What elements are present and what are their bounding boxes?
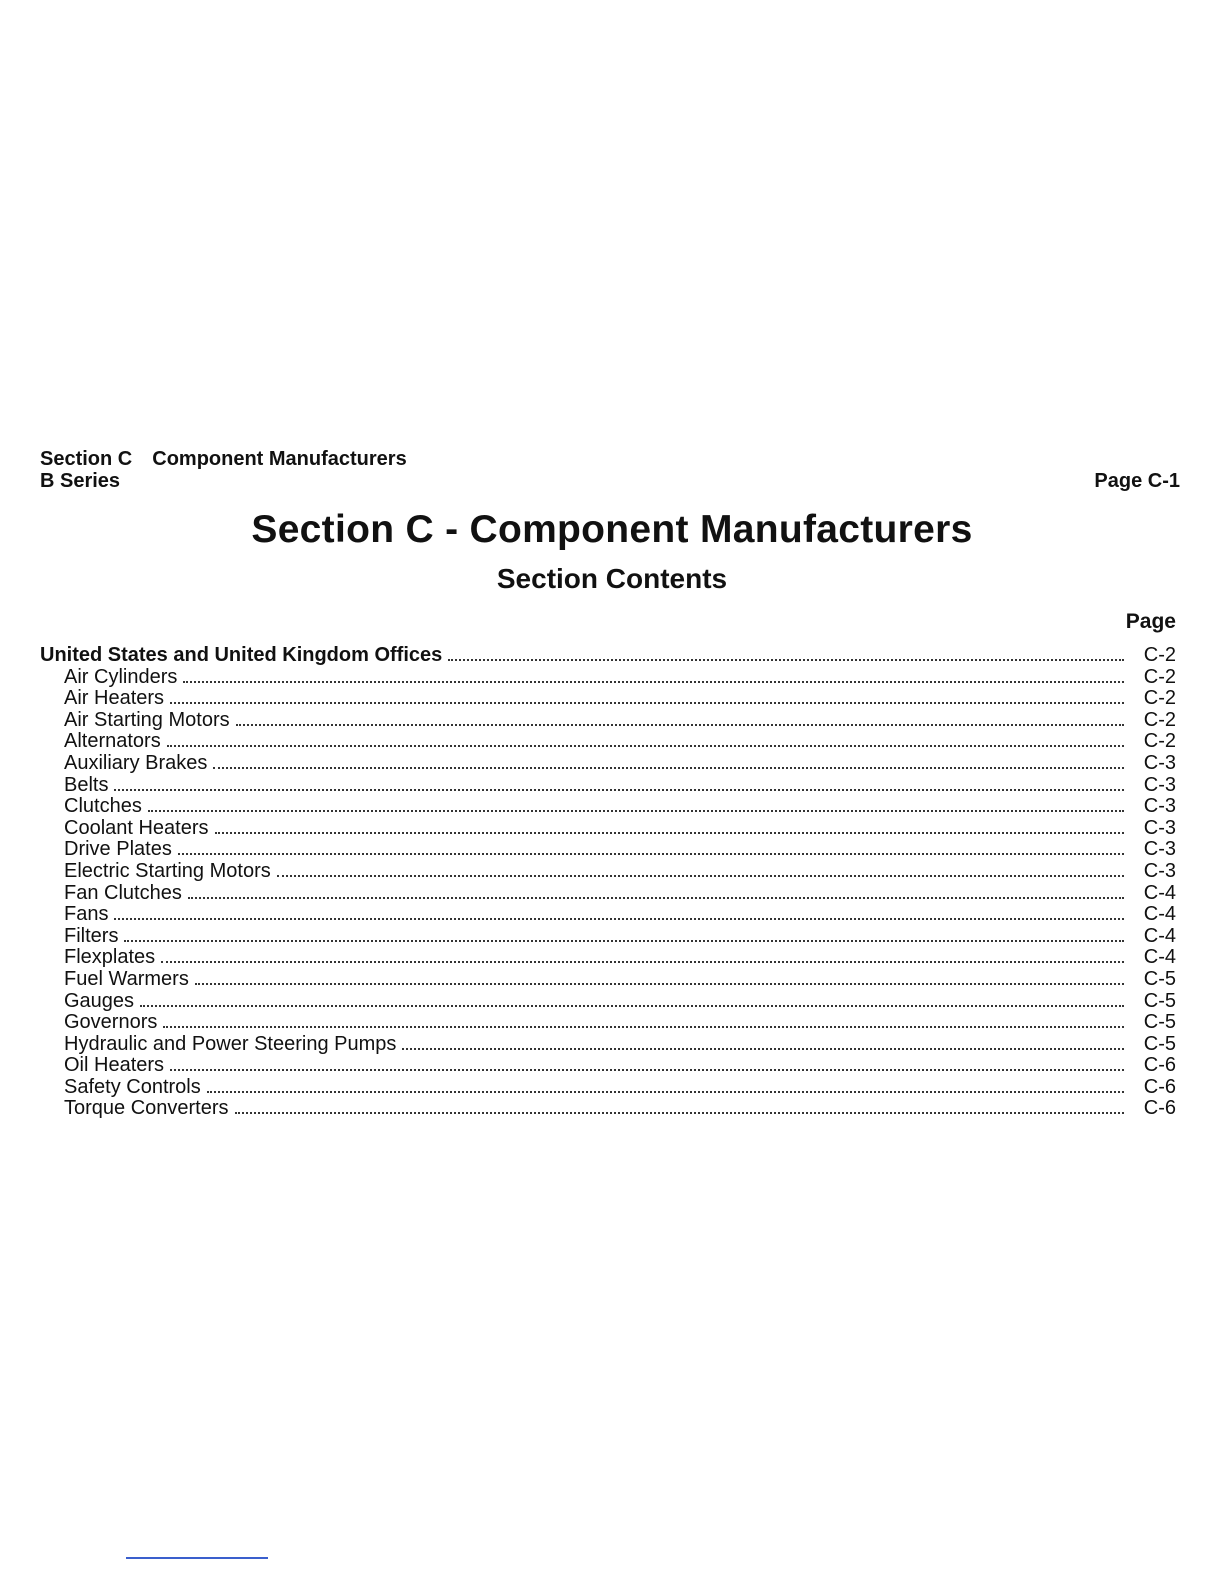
dot-leader — [148, 810, 1124, 812]
toc-entry-label: Air Cylinders — [64, 665, 178, 688]
toc-entry-page: C-3 — [1143, 816, 1176, 839]
dot-leader — [167, 745, 1124, 747]
toc-entry-label: Auxiliary Brakes — [64, 751, 208, 774]
toc-entry[interactable] — [40, 818, 1176, 840]
toc-entry-page: C-2 — [1143, 644, 1176, 666]
toc-entry[interactable] — [40, 667, 1176, 689]
toc-entry-page: C-4 — [1143, 946, 1176, 969]
header-page-number: Page C-1 — [1094, 470, 1180, 492]
toc-entry-label: Alternators — [64, 730, 161, 753]
toc-entry-label: Filters — [64, 924, 119, 947]
dot-leader — [161, 961, 1124, 963]
dot-leader — [236, 724, 1124, 726]
toc-entry-label: Flexplates — [64, 946, 156, 969]
page-subtitle: Section Contents — [496, 563, 728, 594]
toc-entry-label: United States and United Kingdom Offices — [40, 644, 443, 666]
dot-leader — [207, 1091, 1124, 1093]
toc-entry-label: Electric Starting Motors — [64, 859, 271, 882]
dot-leader — [195, 983, 1124, 985]
toc-entry-page: C-3 — [1143, 795, 1176, 818]
toc-entry-page: C-4 — [1143, 924, 1176, 947]
toc-entry[interactable] — [40, 947, 1176, 969]
toc-entry[interactable] — [40, 1012, 1176, 1034]
toc-entry[interactable] — [40, 775, 1176, 797]
toc-entry-label: Fans — [64, 903, 109, 926]
toc-entry-page: C-3 — [1143, 751, 1176, 774]
toc-entry-page: C-4 — [1143, 881, 1176, 904]
toc-entry-page: C-5 — [1143, 1011, 1176, 1034]
toc-entry-label: Oil Heaters — [64, 1054, 165, 1077]
dot-leader — [170, 702, 1124, 704]
toc-entry-page: C-5 — [1143, 967, 1176, 990]
dot-leader — [124, 940, 1124, 942]
dot-leader — [114, 918, 1124, 920]
dot-leader — [235, 1112, 1124, 1114]
toc-entry[interactable] — [40, 710, 1176, 732]
toc-entry-page: C-3 — [1143, 838, 1176, 861]
toc-entry-page: C-6 — [1143, 1097, 1176, 1120]
toc-entry-page: C-2 — [1143, 708, 1176, 731]
dot-leader — [213, 767, 1124, 769]
toc-entry[interactable] — [40, 883, 1176, 905]
toc-entry-page: C-5 — [1143, 1032, 1176, 1055]
toc-entry-page: C-3 — [1143, 859, 1176, 882]
footer-rule — [126, 1557, 268, 1559]
dot-leader — [188, 897, 1124, 899]
dot-leader — [448, 659, 1124, 661]
toc-entry[interactable] — [40, 991, 1176, 1013]
toc-entry-page: C-6 — [1143, 1054, 1176, 1077]
toc-entry-page: C-2 — [1143, 687, 1176, 710]
toc-entry[interactable] — [40, 645, 1176, 667]
toc-entry-page: C-3 — [1143, 773, 1176, 796]
toc-entry[interactable] — [40, 904, 1176, 926]
dot-leader — [402, 1048, 1124, 1050]
toc-entry-label: Fuel Warmers — [64, 967, 189, 990]
header-section-title: Component Manufacturers — [152, 448, 407, 470]
dot-leader — [170, 1069, 1124, 1071]
dot-leader — [183, 681, 1124, 683]
header-section-label: Section C — [40, 448, 133, 470]
toc-entry-label: Safety Controls — [64, 1075, 201, 1098]
toc-entry[interactable] — [40, 1055, 1176, 1077]
toc-entry-label: Hydraulic and Power Steering Pumps — [64, 1032, 397, 1055]
toc-entry[interactable] — [40, 969, 1176, 991]
toc-entry-label: Clutches — [64, 795, 142, 818]
toc-entry[interactable] — [40, 753, 1176, 775]
toc-entry[interactable] — [40, 926, 1176, 948]
toc-entry[interactable] — [40, 731, 1176, 753]
toc-entry-label: Fan Clutches — [64, 881, 182, 904]
toc-entry-label: Gauges — [64, 989, 135, 1012]
toc-entry-label: Governors — [64, 1011, 158, 1034]
toc-entry-page: C-6 — [1143, 1075, 1176, 1098]
dot-leader — [215, 832, 1124, 834]
toc-entry-label: Air Starting Motors — [64, 708, 230, 731]
header-series: B Series — [40, 470, 121, 492]
page-title: Section C - Component Manufacturers — [251, 508, 973, 551]
toc-entry-label: Belts — [64, 773, 109, 796]
dot-leader — [114, 789, 1124, 791]
toc-entry-label: Air Heaters — [64, 687, 165, 710]
dot-leader — [140, 1005, 1124, 1007]
toc-entry-page: C-4 — [1143, 903, 1176, 926]
toc-entry-page: C-5 — [1143, 989, 1176, 1012]
toc-entry[interactable] — [40, 796, 1176, 818]
toc-entry[interactable] — [40, 1034, 1176, 1056]
dot-leader — [178, 853, 1124, 855]
table-of-contents — [40, 645, 1176, 1120]
toc-entry-label: Drive Plates — [64, 838, 172, 861]
dot-leader — [163, 1026, 1124, 1028]
toc-page-column-header: Page — [1125, 610, 1176, 633]
toc-entry[interactable] — [40, 839, 1176, 861]
toc-entry-label: Torque Converters — [64, 1097, 229, 1120]
toc-entry-label: Coolant Heaters — [64, 816, 209, 839]
toc-entry[interactable] — [40, 861, 1176, 883]
dot-leader — [277, 875, 1124, 877]
toc-entry-page: C-2 — [1143, 730, 1176, 753]
toc-entry[interactable] — [40, 688, 1176, 710]
toc-entry[interactable] — [40, 1098, 1176, 1120]
header-section-line — [40, 448, 407, 471]
running-header — [40, 448, 1180, 496]
toc-entry-page: C-2 — [1143, 665, 1176, 688]
toc-entry[interactable] — [40, 1077, 1176, 1099]
